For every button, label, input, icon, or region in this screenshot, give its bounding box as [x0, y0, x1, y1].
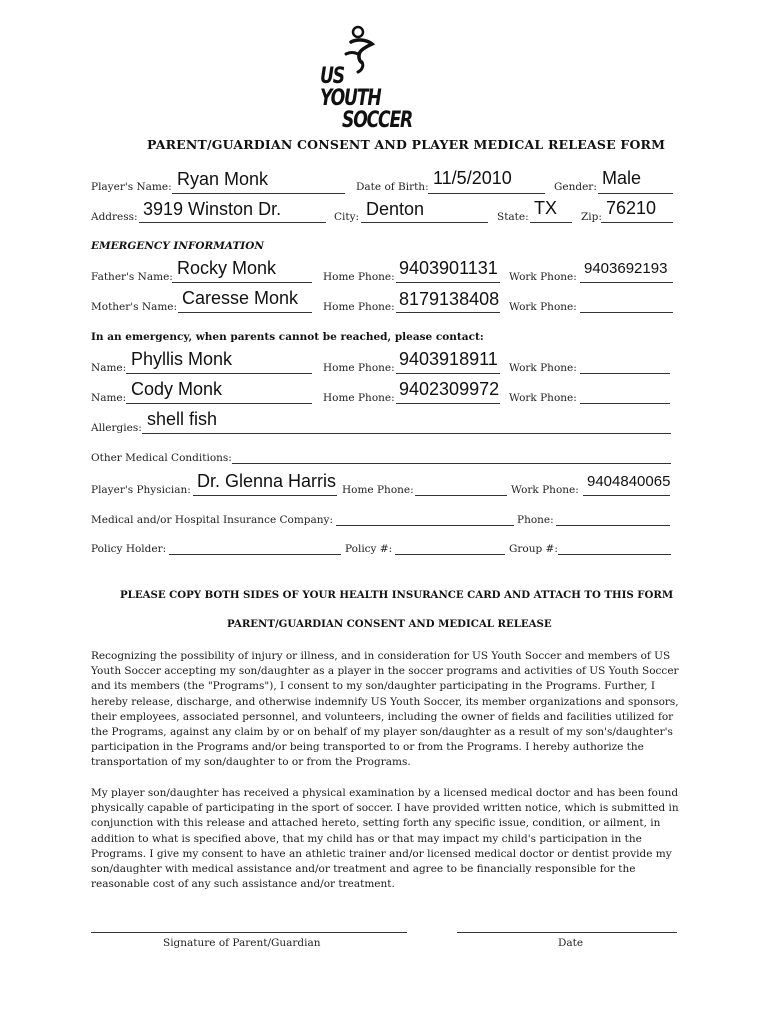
gender-label: Gender:	[554, 181, 597, 193]
father-work-phone-label: Work Phone:	[509, 271, 577, 283]
physician-value: Dr. Glenna Harris	[197, 471, 337, 491]
insurance-phone-field[interactable]	[556, 525, 670, 526]
contact-2-name-label: Name:	[91, 392, 127, 404]
dob-label: Date of Birth:	[356, 181, 429, 193]
player-name-value: Ryan Monk	[177, 169, 269, 189]
father-work-phone-value: 9403692193	[584, 260, 668, 277]
consent-paragraph-2: My player son/daughter has received a physical examination by a licensed medical doctor and has been found physically capable of participating in the sport of soccer. I have provided written notice, which is submitted in conjunction with this release and attached hereto, setting forth any specific issue, condition, or ailment, in addition to what is specified above, that my child has or that may impact my child's participation in the Programs. I give my consent to have an athletic trainer and/or licensed medical doctor or dentist provide my son/daughter with medical assistance and/or treatment and agree to be financially responsible for the reasonable cost of any such assistance and/or treatment.	[91, 787, 679, 891]
allergies-label: Allergies:	[91, 422, 142, 434]
father-home-phone-value: 9403901131	[399, 258, 498, 278]
father-work-phone-field[interactable]	[580, 282, 673, 283]
father-name-field[interactable]	[172, 282, 312, 283]
city-field[interactable]	[361, 222, 488, 223]
father-home-phone-field[interactable]	[396, 282, 500, 283]
insurance-card-copy-notice: PLEASE COPY BOTH SIDES OF YOUR HEALTH INSURANCE CARD AND ATTACH TO THIS FORM	[120, 589, 674, 601]
gender-field[interactable]	[598, 193, 673, 194]
contact-1-home-phone-label: Home Phone:	[323, 362, 395, 374]
state-value: TX	[534, 198, 558, 218]
logo-line-us-youth: US YOUTH	[320, 64, 381, 111]
group-number-field[interactable]	[558, 554, 671, 555]
mother-name-value: Caresse Monk	[182, 288, 299, 308]
physician-home-phone-label: Home Phone:	[342, 484, 414, 496]
insurance-company-label: Medical and/or Hospital Insurance Company:	[91, 514, 334, 526]
mother-home-phone-label: Home Phone:	[323, 301, 395, 313]
contact-1-home-phone-value: 9403918911	[399, 349, 498, 369]
contact-1-work-phone-label: Work Phone:	[509, 362, 577, 374]
signature-line[interactable]	[91, 932, 407, 933]
mother-work-phone-field[interactable]	[580, 312, 673, 313]
mother-home-phone-field[interactable]	[396, 312, 500, 313]
dob-value: 11/5/2010	[433, 168, 512, 188]
date-label: Date	[558, 937, 584, 949]
allergies-value: shell fish	[147, 409, 218, 429]
gender-value: Male	[602, 168, 642, 188]
state-label: State:	[497, 211, 529, 223]
policy-number-field[interactable]	[395, 554, 505, 555]
contact-2-work-phone-field[interactable]	[580, 403, 670, 404]
player-name-label: Player's Name:	[91, 181, 172, 193]
contact-2-name-field[interactable]	[126, 403, 312, 404]
contact-2-home-phone-value: 9402309972	[399, 379, 500, 399]
address-value: 3919 Winston Dr.	[143, 199, 282, 219]
physician-work-phone-value: 9404840065	[587, 473, 671, 490]
emergency-information-header: EMERGENCY INFORMATION	[91, 240, 264, 252]
contact-1-name-field[interactable]	[126, 373, 312, 374]
zip-value: 76210	[606, 198, 657, 218]
insurance-company-field[interactable]	[336, 525, 514, 526]
zip-label: Zip:	[581, 211, 602, 223]
contact-1-name-value: Phyllis Monk	[131, 349, 233, 369]
physician-home-phone-field[interactable]	[415, 495, 507, 496]
contact-1-name-label: Name:	[91, 362, 127, 374]
zip-field[interactable]	[601, 222, 673, 223]
policy-number-label: Policy #:	[345, 543, 393, 555]
physician-work-phone-label: Work Phone:	[511, 484, 579, 496]
father-home-phone-label: Home Phone:	[323, 271, 395, 283]
contact-2-name-value: Cody Monk	[131, 379, 223, 399]
date-line[interactable]	[457, 932, 677, 933]
player-name-field[interactable]	[172, 193, 345, 194]
logo-line-soccer: SOCCER	[342, 108, 413, 133]
mother-home-phone-value: 8179138408	[399, 289, 500, 309]
contact-2-work-phone-label: Work Phone:	[509, 392, 577, 404]
contact-1-home-phone-field[interactable]	[396, 373, 500, 374]
us-youth-soccer-logo	[318, 22, 430, 133]
consent-paragraph-1: Recognizing the possibility of injury or illness, and in consideration for US Youth Soccer and members of US Youth Soccer accepting my son/daughter as a player in the soccer programs and activities of US Youth Soccer and its members (the "Programs"), I consent to my son/daughter participating in the Programs. Further, I hereby release, discharge, and otherwise indemnify US Youth Soccer, its member organizations and sponsors, their employees, associated personnel, and volunteers, including the owner of fields and facilities utilized for the Programs, against any claim by or on behalf of my player son/daughter as a result of my son's/daughter's participation in the Programs and/or being transported to or from the Programs. I hereby authorize the transportation of my son/daughter to or from the Programs.	[91, 650, 679, 769]
contact-1-work-phone-field[interactable]	[580, 373, 670, 374]
consent-release-header: PARENT/GUARDIAN CONSENT AND MEDICAL RELEASE	[227, 618, 552, 630]
contact-2-home-phone-field[interactable]	[396, 403, 500, 404]
insurance-phone-label: Phone:	[517, 514, 554, 526]
physician-field[interactable]	[193, 495, 337, 496]
address-field[interactable]	[139, 222, 326, 223]
form-title: PARENT/GUARDIAN CONSENT AND PLAYER MEDICAL RELEASE FORM	[147, 137, 666, 152]
other-medical-conditions-field[interactable]	[232, 463, 671, 464]
father-name-label: Father's Name:	[91, 271, 173, 283]
mother-name-field[interactable]	[178, 312, 312, 313]
address-label: Address:	[91, 211, 138, 223]
emergency-contacts-header: In an emergency, when parents cannot be reached, please contact:	[91, 331, 484, 343]
father-name-value: Rocky Monk	[177, 258, 277, 278]
policy-holder-label: Policy Holder:	[91, 543, 167, 555]
signature-label: Signature of Parent/Guardian	[163, 937, 321, 949]
group-number-label: Group #:	[509, 543, 558, 555]
contact-2-home-phone-label: Home Phone:	[323, 392, 395, 404]
mother-name-label: Mother's Name:	[91, 301, 178, 313]
physician-label: Player's Physician:	[91, 484, 191, 496]
other-medical-conditions-label: Other Medical Conditions:	[91, 452, 232, 464]
state-field[interactable]	[530, 222, 572, 223]
dob-field[interactable]	[428, 193, 545, 194]
mother-work-phone-label: Work Phone:	[509, 301, 577, 313]
allergies-field[interactable]	[142, 433, 671, 434]
policy-holder-field[interactable]	[169, 554, 341, 555]
city-label: City:	[334, 211, 360, 223]
city-value: Denton	[366, 199, 425, 219]
physician-work-phone-field[interactable]	[583, 495, 670, 496]
